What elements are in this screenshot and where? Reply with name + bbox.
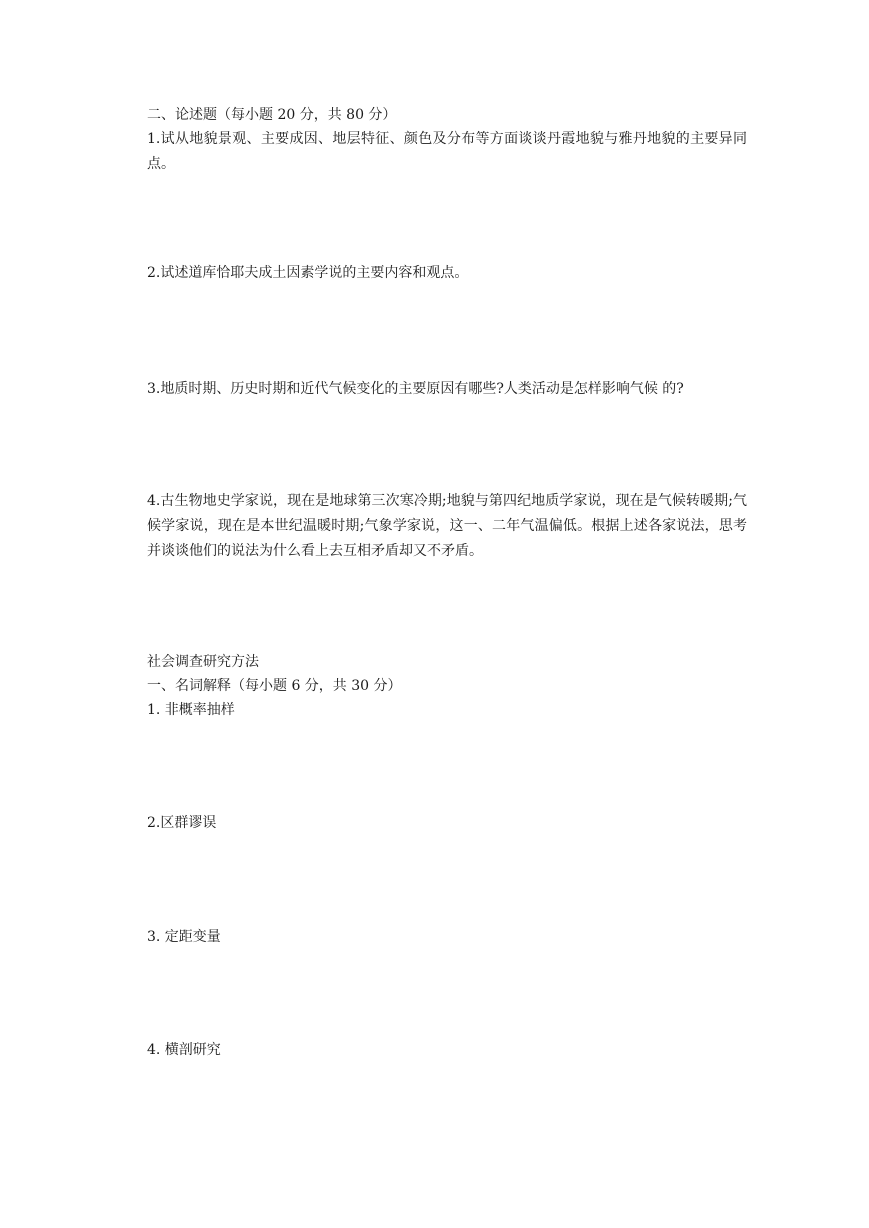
essay-question-3: 3.地质时期、历史时期和近代气候变化的主要原因有哪些?人类活动是怎样影响气候 的?	[147, 381, 684, 397]
term-section-heading: 一、名词解释（每小题 6 分，共 30 分）	[147, 678, 402, 694]
term-item-3: 3. 定距变量	[147, 929, 221, 945]
term-item-4: 4. 横剖研究	[147, 1042, 221, 1058]
essay-question-4: 4.古生物地史学家说，现在是地球第三次寒冷期;地貌与第四纪地质学家说，现在是气候转暖期;气候学家说，现在是本世纪温暖时期;气象学家说，这一、二年气温偏低。根据上述各家说法，思考并谈谈他们的说法为什么看上去互相矛盾却又不矛盾。	[147, 493, 747, 559]
essay-question-2: 2.试述道库恰耶夫成土因素学说的主要内容和观点。	[147, 265, 469, 281]
term-item-1: 1. 非概率抽样	[147, 702, 235, 718]
term-item-2: 2.区群谬误	[147, 815, 217, 831]
essay-section-heading: 二、论述题（每小题 20 分，共 80 分）	[147, 107, 397, 123]
subject-title: 社会调查研究方法	[147, 654, 259, 670]
essay-question-1: 1.试从地貌景观、主要成因、地层特征、颜色及分布等方面谈谈丹霞地貌与雅丹地貌的主要异同点。	[147, 131, 747, 172]
